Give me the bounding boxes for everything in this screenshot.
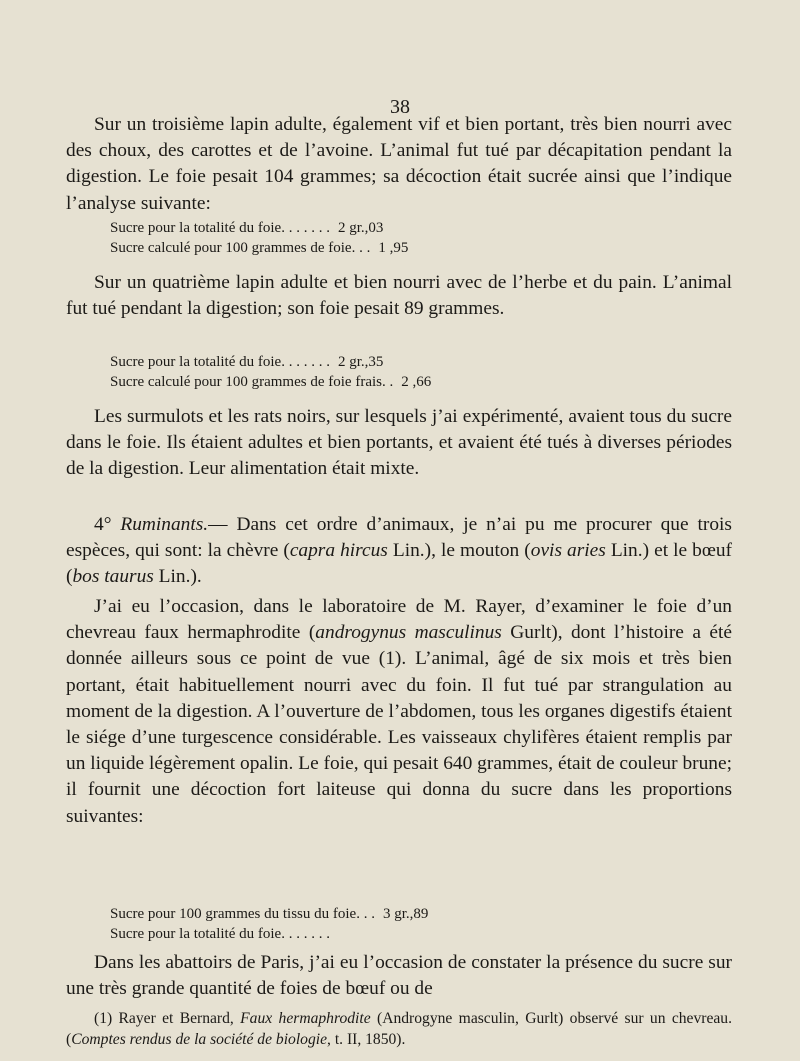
paragraph-3: Les surmulots et les rats noirs, sur lesquels j’ai expérimenté, avaient tous du sucre dans le foie. Ils étaient adultes et bien portants, et avaient été tués à diverses périodes de la digestion. Leur alimentation était mixte.	[66, 406, 732, 480]
paragraph-1: Sur un troisième lapin adulte, également vif et bien portant, très bien nourri avec des choux, des carottes et de l’avoine. L’animal fut tué par décapitation pendant la digestion. Le foie pesait 104 grammes; sa décoction était sucrée ainsi que l’indique l’analyse suivante:	[66, 114, 732, 214]
paragraph-4	[66, 512, 732, 591]
table-row	[110, 238, 670, 258]
row-label: Sucre calculé pour 100 grammes de foie frais. .	[110, 374, 394, 390]
text-run: (Androgyne masculin, Gurlt) observé sur un chevreau. (	[66, 1010, 733, 1048]
species-name: bos taurus	[72, 566, 154, 588]
row-label: Sucre calculé pour 100 grammes de foie. . .	[110, 240, 371, 256]
row-label: Sucre pour 100 grammes du tissu du foie. . .	[110, 906, 375, 922]
row-value: 3 gr.,89	[382, 906, 429, 922]
species-name: androgynus masculinus	[315, 622, 502, 644]
text-run: Lin.).	[153, 566, 202, 588]
footnote	[66, 1008, 732, 1050]
text-run: Gurlt), dont l’histoire a été donnée ailleurs sous ce point de vue (1). L’animal, âgé de six mois et très bien portant, était habituellement nourri avec du foin. Il fut tué par strangulation au moment de la digestion. A l’ouverture de l’abdomen, tous les organes digestifs étaient le siége d’une turgescence considérable. Les vaisseaux chylifères étaient remplis par un liquide légèrement opalin. Le foie, qui pesait 640 grammes, était de couleur brune; il fournit une décoction fort laiteuse qui donna du sucre dans les proportions suivantes:	[66, 622, 733, 827]
text-run: Lin.), le mouton (	[387, 540, 531, 562]
row-value: 2 ,66	[401, 374, 432, 390]
row-value: 1 ,95	[378, 240, 409, 256]
species-name: ovis aries	[530, 540, 606, 562]
analysis-table-1	[110, 218, 670, 258]
species-name: capra hircus	[289, 540, 388, 562]
paragraph-6: Dans les abattoirs de Paris, j’ai eu l’occasion de constater la présence du sucre sur une très grande quantité de foies de bœuf ou de	[66, 952, 732, 1000]
section-heading: Ruminants.	[120, 514, 209, 535]
paragraph-5	[66, 594, 732, 830]
row-label: Sucre pour la totalité du foie. . . . . . .	[110, 926, 330, 942]
footnote-title: Faux hermaphrodite	[240, 1010, 371, 1027]
text-run: (1) Rayer et Bernard,	[94, 1010, 241, 1027]
text-run: , t. II, 1850).	[327, 1031, 406, 1048]
section-number: 4°	[94, 514, 121, 535]
analysis-table-2	[110, 352, 670, 392]
table-row	[110, 924, 670, 944]
text-run: Lin.) et le bœuf (	[66, 540, 732, 588]
page-number: 38	[390, 96, 410, 118]
row-value: 2 gr.,35	[337, 354, 384, 370]
text-run: J’ai eu l’occasion, dans le laboratoire de M. Rayer, d’examiner le foie d’un chevreau faux hermaphrodite (	[66, 596, 732, 644]
footnote-journal: Comptes rendus de la société de biologie	[71, 1031, 328, 1048]
paragraph-2: Sur un quatrième lapin adulte et bien nourri avec de l’herbe et du pain. L’animal fut tué pendant la digestion; son foie pesait 89 grammes.	[66, 272, 732, 320]
table-row	[110, 352, 670, 372]
text-run: — Dans cet ordre d’animaux, je n’ai pu me procurer que trois espèces, qui sont: la chèvre (	[66, 514, 732, 562]
table-row	[110, 904, 670, 924]
table-row	[110, 372, 670, 392]
row-label: Sucre pour la totalité du foie. . . . . . .	[110, 220, 330, 236]
analysis-table-3	[110, 904, 670, 944]
row-label: Sucre pour la totalité du foie. . . . . . .	[110, 354, 330, 370]
table-row	[110, 218, 670, 238]
row-value: 2 gr.,03	[337, 220, 384, 236]
